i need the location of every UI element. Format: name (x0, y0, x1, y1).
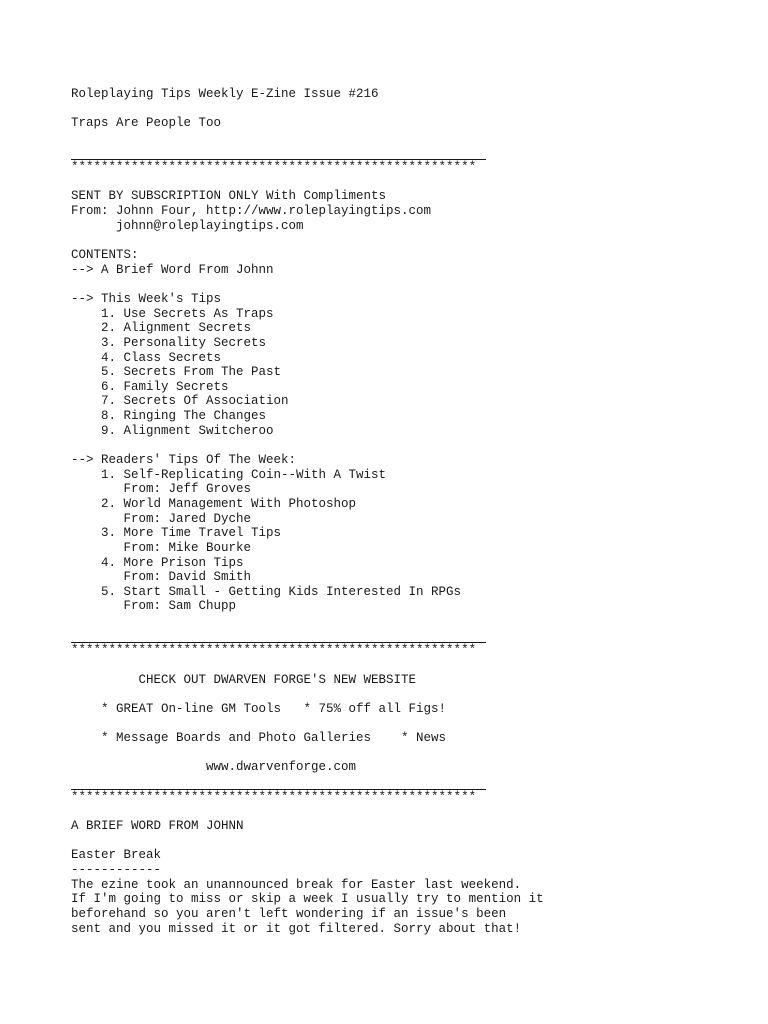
reader-tip-author: From: David Smith (71, 570, 252, 585)
subheading-underline: ------------ (71, 862, 162, 877)
tip-item: 3. Personality Secrets (71, 335, 267, 350)
spacer (71, 131, 751, 146)
ezine-document (71, 87, 751, 936)
spacer (71, 233, 751, 248)
separator-rule: ****************************************************** (71, 790, 751, 805)
spacer (71, 775, 751, 790)
reader-tip-title: 4. More Prison Tips (71, 555, 244, 570)
ad-url: www.dwarvenforge.com (71, 760, 357, 775)
spacer (71, 834, 751, 849)
tip-item: 1. Use Secrets As Traps (71, 306, 274, 321)
spacer (71, 102, 751, 117)
paragraph-line: beforehand so you aren't left wondering if an issue's been (71, 906, 507, 921)
tip-item: 4. Class Secrets (71, 350, 222, 365)
spacer (71, 277, 751, 292)
reader-tip-author: From: Jeff Groves (71, 482, 252, 497)
paragraph-line: sent and you missed it or it got filtered. Sorry about that! (71, 921, 522, 936)
contents-readers-heading: --> Readers' Tips Of The Week: (71, 453, 297, 468)
tip-item: 6. Family Secrets (71, 379, 229, 394)
spacer (71, 804, 751, 819)
reader-tip-title: 2. World Management With Photoshop (71, 496, 357, 511)
spacer (71, 146, 751, 161)
sender-line: From: Johnn Four, http://www.roleplayingtips.com (71, 204, 432, 219)
ad-features-1: * GREAT On-line GM Tools * 75% off all Figs! (71, 701, 447, 716)
tip-item: 7. Secrets Of Association (71, 394, 289, 409)
ezine-title: Roleplaying Tips Weekly E-Zine Issue #216 (71, 87, 379, 101)
issue-subtitle: Traps Are People Too (71, 116, 222, 131)
section-subheading: Easter Break (71, 848, 162, 863)
reader-tip-title: 5. Start Small - Getting Kids Interested In RPGs (71, 584, 462, 599)
separator-rule: ****************************************************** (71, 643, 751, 658)
reader-tip-author: From: Jared Dyche (71, 511, 252, 526)
separator-rule: ****************************************************** (71, 160, 751, 175)
contents-label: CONTENTS: (71, 248, 139, 263)
section-heading: A BRIEF WORD FROM JOHNN (71, 819, 244, 834)
tip-item: 2. Alignment Secrets (71, 321, 252, 336)
contents-tips-heading: --> This Week's Tips (71, 291, 222, 306)
spacer (71, 438, 751, 453)
ad-features-2: * Message Boards and Photo Galleries * News (71, 731, 447, 746)
subscription-notice: SENT BY SUBSCRIPTION ONLY With Compliments (71, 189, 387, 204)
reader-tip-author: From: Sam Chupp (71, 599, 237, 614)
reader-tip-title: 1. Self-Replicating Coin--With A Twist (71, 467, 387, 482)
reader-tip-author: From: Mike Bourke (71, 540, 252, 555)
spacer (71, 717, 751, 732)
reader-tip-title: 3. More Time Travel Tips (71, 526, 282, 541)
spacer (71, 629, 751, 644)
tip-item: 9. Alignment Switcheroo (71, 423, 274, 438)
spacer (71, 614, 751, 629)
spacer (71, 658, 751, 673)
tip-item: 5. Secrets From The Past (71, 365, 282, 380)
paragraph-line: If I'm going to miss or skip a week I usually try to mention it (71, 892, 544, 907)
tip-item: 8. Ringing The Changes (71, 409, 267, 424)
ad-headline: CHECK OUT DWARVEN FORGE'S NEW WEBSITE (71, 672, 417, 687)
spacer (71, 687, 751, 702)
paragraph-line: The ezine took an unannounced break for Easter last weekend. (71, 877, 522, 892)
contents-item-brief-word: --> A Brief Word From Johnn (71, 262, 274, 277)
sender-email: johnn@roleplayingtips.com (71, 218, 304, 233)
spacer (71, 746, 751, 761)
spacer (71, 175, 751, 190)
